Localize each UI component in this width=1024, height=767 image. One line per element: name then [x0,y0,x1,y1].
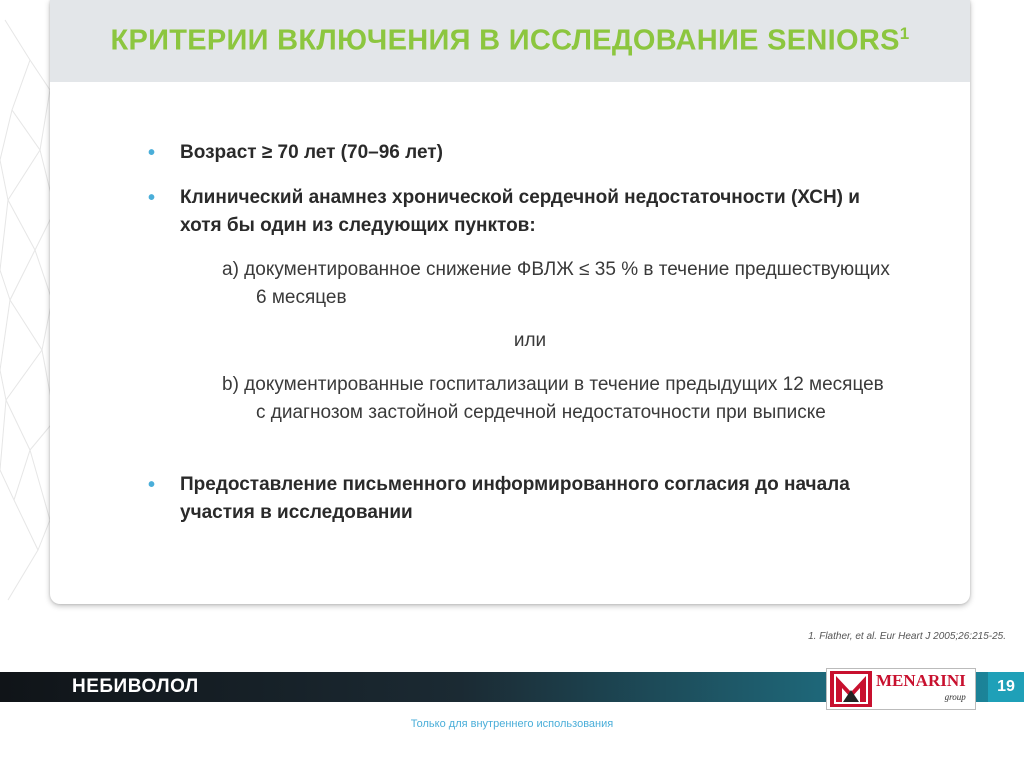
bullet-dot-icon: • [148,142,156,164]
bullet-age [148,139,880,167]
slide-title-text: КРИТЕРИИ ВКЛЮЧЕНИЯ В ИССЛЕДОВАНИЕ SENIORS [110,24,900,57]
company-logo [826,668,976,710]
title-footnote-marker: 1 [899,24,910,44]
sub-item-b: b) документированные госпитализации в течение предыдущих 12 месяцев с диагнозом застойной сердечной недостаточности при выписке [222,374,884,423]
slide-content [50,0,970,604]
reference-citation: 1. Flather, et al. Eur Heart J 2005;26:215-25. [808,631,1006,642]
menarini-m-logo-icon [830,671,872,707]
bullet-dot-icon: • [148,474,156,496]
company-name-text: MENARINI [876,671,966,690]
bullet-history-text: Клинический анамнез хронической сердечной недостаточности (ХСН) и хотя бы один из следующих пунктов: [180,187,860,236]
slide-card [50,0,970,604]
bullet-history [148,184,880,240]
company-sub-text: group [944,692,966,702]
bullet-consent-text: Предоставление письменного информированного согласия до начала участия в исследовании [180,474,850,523]
bullet-consent [148,471,880,527]
sub-item-a: a) документированное снижение ФВЛЖ ≤ 35 % в течение предшествующих 6 месяцев [222,259,890,308]
page-number: 19 [988,672,1024,702]
company-name [876,673,966,705]
bullet-age-text: Возраст ≥ 70 лет (70–96 лет) [180,142,443,163]
product-name: НЕБИВОЛОЛ [72,676,199,697]
sub-item-or: или [513,330,547,351]
bullet-dot-icon: • [148,187,156,209]
confidential-notice: Только для внутреннего использования [410,718,614,730]
